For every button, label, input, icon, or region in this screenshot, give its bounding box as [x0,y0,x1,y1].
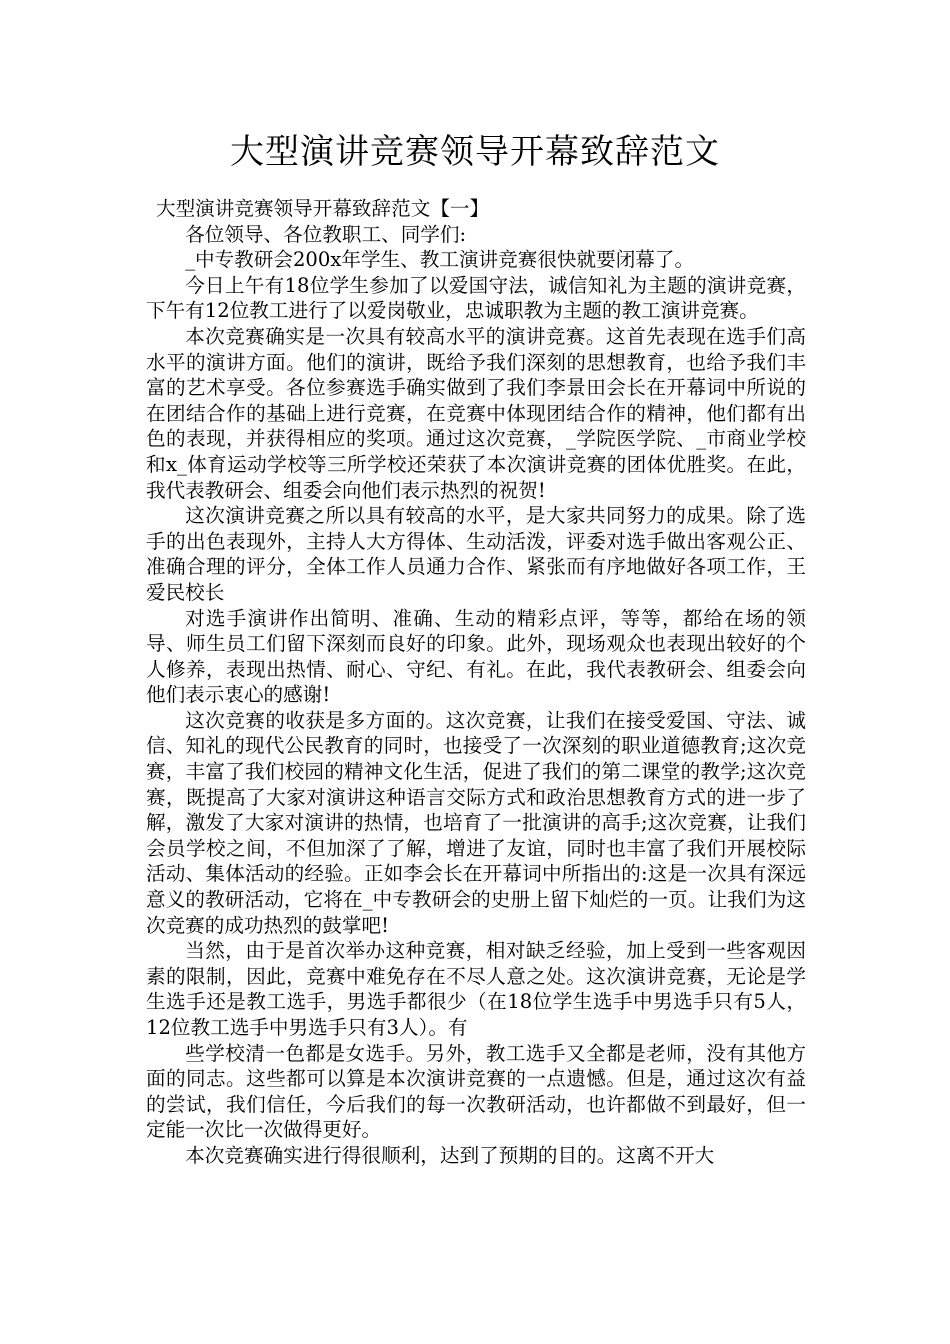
document-title: 大型演讲竞赛领导开幕致辞范文 [230,132,720,172]
section-heading: 大型演讲竞赛领导开幕致辞范文【一】 [156,197,490,220]
paragraph: 这次竞赛的收获是多方面的。这次竞赛，让我们在接受爱国、守法、诚信、知礼的现代公民教育的同时，也接受了一次深刻的职业道德教育;这次竞赛，丰富了我们校园的精神文化生活，促进了我们的第二课堂的教学;这次竞赛，既提高了大家对演讲这种语言交际方式和政治思想教育方式的进一步了解，激发了大家对演讲的热情，也培育了一批演讲的高手;这次竞赛，让我们会员学校之间，不但加深了了解，增进了友谊，同时也丰富了我们开展校际活动、集体活动的经验。正如李会长在开幕词中所指出的:这是一次具有深远意义的教研活动，它将在_中专教研会的史册上留下灿烂的一页。让我们为这次竞赛的成功热烈的鼓掌吧! [146,708,806,937]
paragraph: 当然，由于是首次举办这种竞赛，相对缺乏经验，加上受到一些客观因素的限制，因此，竞赛中难免存在不尽人意之处。这次演讲竞赛，无论是学生选手还是教工选手，男选手都很少（在18位学生选手中男选手只有5人，12位教工选手中男选手只有3人）。有 [146,939,806,1039]
paragraph: _中专教研会200x年学生、教工演讲竞赛很快就要闭幕了。 [185,248,695,272]
paragraph: 本次竞赛确实进行得很顺利，达到了预期的目的。这离不开大 [185,1143,715,1167]
document-body [146,196,806,1169]
paragraph: 今日上午有18位学生参加了以爱国守法，诚信知礼为主题的演讲竞赛，下午有12位教工进行了以爱岗敬业，忠诚职教为主题的教工演讲竞赛。 [146,273,806,323]
paragraph: 本次竞赛确实是一次具有较高水平的演讲竞赛。这首先表现在选手们高水平的演讲方面。他们的演讲，既给予我们深刻的思想教育，也给予我们丰富的艺术享受。各位参赛选手确实做到了我们李景田会长在开幕词中所说的在团结合作的基础上进行竞赛，在竞赛中体现团结合作的精神，他们都有出色的表现，并获得相应的奖项。通过这次竞赛，_学院医学院、_市商业学校和x_体育运动学校等三所学校还荣获了本次演讲竞赛的团体优胜奖。在此，我代表教研会、组委会向他们表示热烈的祝贺! [146,324,806,502]
paragraph: 些学校清一色都是女选手。另外，教工选手又全都是老师，没有其他方面的同志。这些都可以算是本次演讲竞赛的一点遗憾。但是，通过这次有益的尝试，我们信任，今后我们的每一次教研活动，也许都做不到最好，但一定能一次比一次做得更好。 [146,1041,806,1142]
paragraph: 对选手演讲作出简明、准确、生动的精彩点评，等等，都给在场的领导、师生员工们留下深刻而良好的印象。此外，现场观众也表现出较好的个人修养，表现出热情、耐心、守纪、有礼。在此，我代表教研会、组委会向他们表示衷心的感谢! [146,606,806,707]
paragraph-greeting: 各位领导、各位教职工、同学们: [185,222,467,246]
paragraph: 这次演讲竞赛之所以具有较高的水平，是大家共同努力的成果。除了选手的出色表现外，主持人大方得体、生动活泼，评委对选手做出客观公正、准确合理的评分，全体工作人员通力合作、紧张而有序地做好各项工作，王爱民校长 [146,504,806,604]
